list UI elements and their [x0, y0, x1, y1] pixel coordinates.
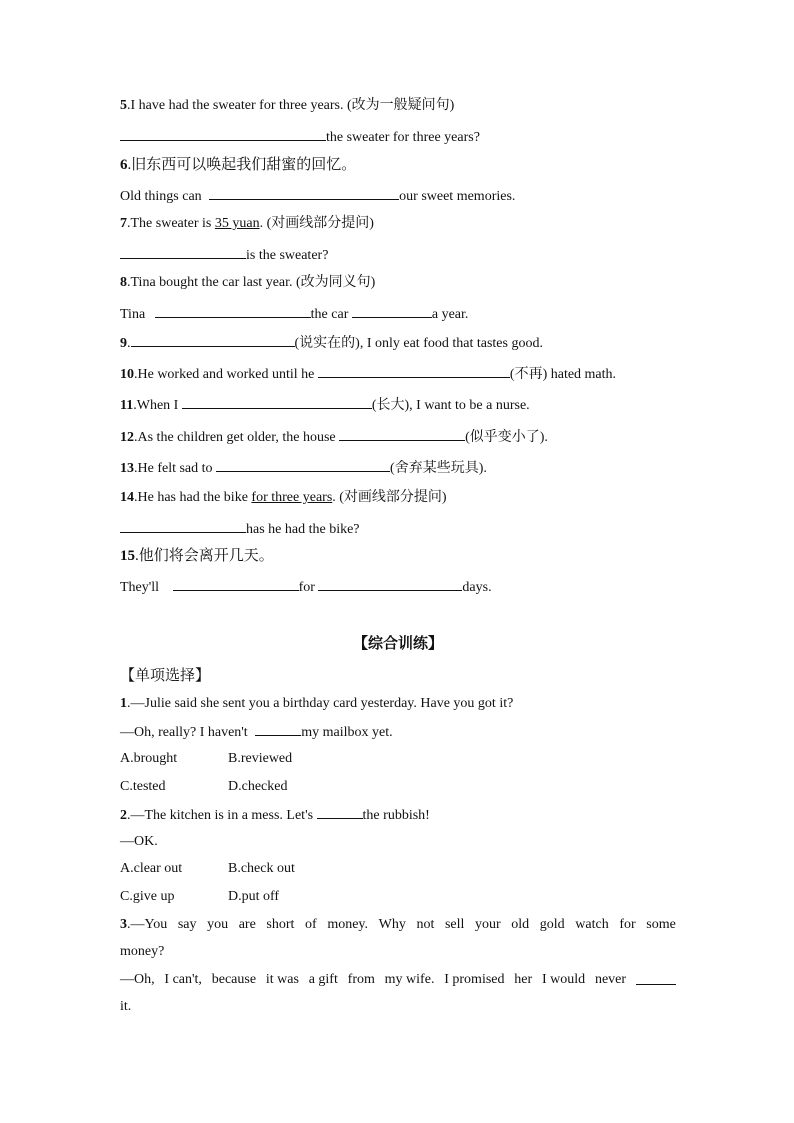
word: you [207, 917, 229, 932]
q9-line: 9. (说实在的), I only eat food that tastes good. [120, 332, 543, 354]
answer-blank[interactable] [318, 363, 510, 378]
word: your [475, 917, 501, 932]
question-number: 15 [120, 548, 135, 564]
word: I can't, [164, 972, 202, 987]
question-number: 1 [120, 696, 127, 711]
word: money. [327, 917, 369, 932]
word: of [305, 917, 317, 932]
mc-q3-line [120, 915, 676, 935]
q5-answer-line [120, 126, 480, 148]
word: I would [541, 972, 586, 987]
word: sell [444, 917, 465, 932]
question-number: 8 [120, 275, 127, 290]
q6-line: 6.旧东西可以唤起我们甜蜜的回忆。 [120, 157, 357, 173]
option-b[interactable]: B.reviewed [228, 751, 293, 766]
q14-answer-line [120, 518, 360, 540]
underlined-phrase: 35 yuan [214, 216, 260, 231]
q15-answer-line [120, 576, 492, 598]
answer-blank[interactable] [317, 804, 363, 819]
q7-text: The sweater is [130, 216, 212, 231]
word: not [416, 917, 435, 932]
option-a[interactable]: A.clear out [120, 861, 183, 876]
word: from [347, 972, 375, 987]
q10-post: (不再) hated math. [509, 367, 617, 382]
q14-instruction: . (对画线部分提问) [332, 490, 447, 505]
q8-line: 8.Tina bought the car last year. (改为同义句) [120, 275, 376, 290]
question-number: 6 [120, 157, 128, 173]
word: some [646, 917, 676, 932]
q6-answer-post: our sweet memories. [399, 189, 516, 204]
mc-q2-options-row1 [120, 859, 295, 879]
mc-q1-reply-post: my mailbox yet. [301, 725, 393, 740]
mc-q1-options-row1 [120, 749, 292, 769]
answer-blank[interactable] [255, 721, 301, 736]
word: gold [539, 917, 565, 932]
answer-blank[interactable] [352, 303, 432, 318]
word: a gift [308, 972, 338, 987]
q15-text: 他们将会离开几天。 [138, 548, 274, 564]
word: are [238, 917, 256, 932]
q6-answer-line [120, 185, 515, 207]
q9-text: (说实在的), I only eat food that tastes good. [294, 336, 543, 351]
subsection-title: 【单项选择】 [120, 668, 211, 684]
answer-blank[interactable] [120, 518, 246, 533]
answer-blank[interactable] [120, 126, 326, 141]
word: watch [575, 917, 609, 932]
q11-post: (长大), I want to be a nurse. [371, 398, 530, 413]
question-number: 3 [120, 917, 127, 932]
word: because [211, 972, 257, 987]
option-c[interactable]: C.give up [120, 889, 175, 904]
word: never [594, 972, 627, 987]
question-number: 12 [120, 430, 134, 445]
q11-line: 11.When I (长大), I want to be a nurse. [120, 394, 530, 416]
q14-answer-text: has he had the bike? [246, 522, 360, 537]
q8-answer-post: a year. [431, 307, 469, 322]
q7-line: 7.The sweater is 35 yuan. (对画线部分提问) [120, 216, 374, 231]
option-a[interactable]: A.brought [120, 751, 178, 766]
answer-blank[interactable] [209, 185, 399, 200]
mc-q1-text: —Julie said she sent you a birthday card yesterday. Have you got it? [130, 696, 514, 711]
q11-text: When I [136, 398, 179, 413]
option-c[interactable]: C.tested [120, 779, 166, 794]
mc-q2-reply: —OK. [120, 834, 158, 849]
option-b[interactable]: B.check out [228, 861, 295, 876]
mc-q2-text-pre: —The kitchen is in a mess. Let's [130, 808, 314, 823]
option-d[interactable]: D.put off [228, 889, 280, 904]
q7-answer-text: is the sweater? [246, 248, 329, 263]
q13-post: (舍弃某些玩具). [390, 461, 487, 476]
q12-line: 12.As the children get older, the house (似乎变小了). [120, 426, 548, 448]
word: old [511, 917, 530, 932]
word: short [266, 917, 295, 932]
q8-answer-mid: the car [310, 307, 349, 322]
mc-q2-options-row2 [120, 887, 279, 907]
q15-answer-post: days. [462, 580, 492, 595]
word: her [514, 972, 533, 987]
option-d[interactable]: D.checked [228, 779, 288, 794]
mc-q1-reply-pre: —Oh, really? I haven't [120, 725, 248, 740]
q15-answer-pre: They'll [120, 580, 160, 595]
q15-answer-mid: for [298, 580, 315, 595]
question-number: 11 [120, 398, 134, 413]
q5-text: I have had the sweater for three years. (改为一般疑问句) [130, 98, 455, 113]
q14-text: He has had the bike [137, 490, 248, 505]
word: —You [130, 917, 168, 932]
q6-text: 旧东西可以唤起我们甜蜜的回忆。 [131, 157, 357, 173]
answer-blank[interactable] [182, 394, 372, 409]
q5-line: 5.I have had the sweater for three years. (改为一般疑问句) [120, 98, 455, 113]
answer-blank[interactable] [120, 244, 246, 259]
q15-line: 15.他们将会离开几天。 [120, 548, 274, 564]
mc-q3-first-word: 3.—You [120, 917, 168, 932]
question-number: 14 [120, 490, 134, 505]
answer-blank[interactable] [131, 332, 295, 347]
word: my wife. [384, 972, 435, 987]
q12-text: As the children get older, the house [137, 430, 336, 445]
mc-q3-line2: money? [120, 944, 165, 959]
mc-q1-reply [120, 721, 393, 743]
question-number: 2 [120, 808, 127, 823]
answer-blank[interactable] [216, 457, 390, 472]
word: for [619, 917, 636, 932]
word: say [177, 917, 197, 932]
question-number: 13 [120, 461, 134, 476]
mc-q3-reply [120, 970, 676, 990]
q5-answer-text: the sweater for three years? [326, 130, 480, 145]
question-number: 9 [120, 336, 127, 351]
mc-q2-text-post: the rubbish! [362, 808, 430, 823]
question-number: 10 [120, 367, 134, 382]
q10-text: He worked and worked until he [137, 367, 315, 382]
underlined-phrase: for three years [251, 490, 333, 505]
q12-post: (似乎变小了). [465, 430, 548, 445]
q14-line: 14.He has had the bike for three years. (对画线部分提问) [120, 490, 447, 505]
section-title: 【综合训练】 [352, 636, 443, 652]
q13-line: 13.He felt sad to (舍弃某些玩具). [120, 457, 487, 479]
answer-blank[interactable] [155, 303, 311, 318]
word: it was [265, 972, 299, 987]
answer-blank[interactable] [339, 426, 465, 441]
q7-answer-line [120, 244, 328, 266]
answer-blank[interactable] [636, 970, 676, 985]
answer-blank[interactable] [173, 576, 299, 591]
q13-text: He felt sad to [137, 461, 213, 476]
question-number: 7 [120, 216, 127, 231]
word: Why [378, 917, 406, 932]
q7-instruction: . (对画线部分提问) [259, 216, 374, 231]
answer-blank[interactable] [318, 576, 462, 591]
q8-text: Tina bought the car last year. (改为同义句) [130, 275, 376, 290]
q6-answer-pre: Old things can [120, 189, 202, 204]
mc-q1-options-row2 [120, 777, 287, 797]
q10-line: 10.He worked and worked until he (不再) hated math. [120, 363, 616, 385]
q8-answer-line [120, 303, 468, 325]
word: I promised [444, 972, 505, 987]
mc-q3-end: it. [120, 999, 132, 1014]
question-number: 5 [120, 98, 127, 113]
mc-q2-line: 2.—The kitchen is in a mess. Let's the rubbish! [120, 804, 430, 826]
q8-answer-pre: Tina [120, 307, 146, 322]
word: —Oh, [120, 972, 155, 987]
mc-q1-line: 1.—Julie said she sent you a birthday card yesterday. Have you got it? [120, 696, 514, 711]
